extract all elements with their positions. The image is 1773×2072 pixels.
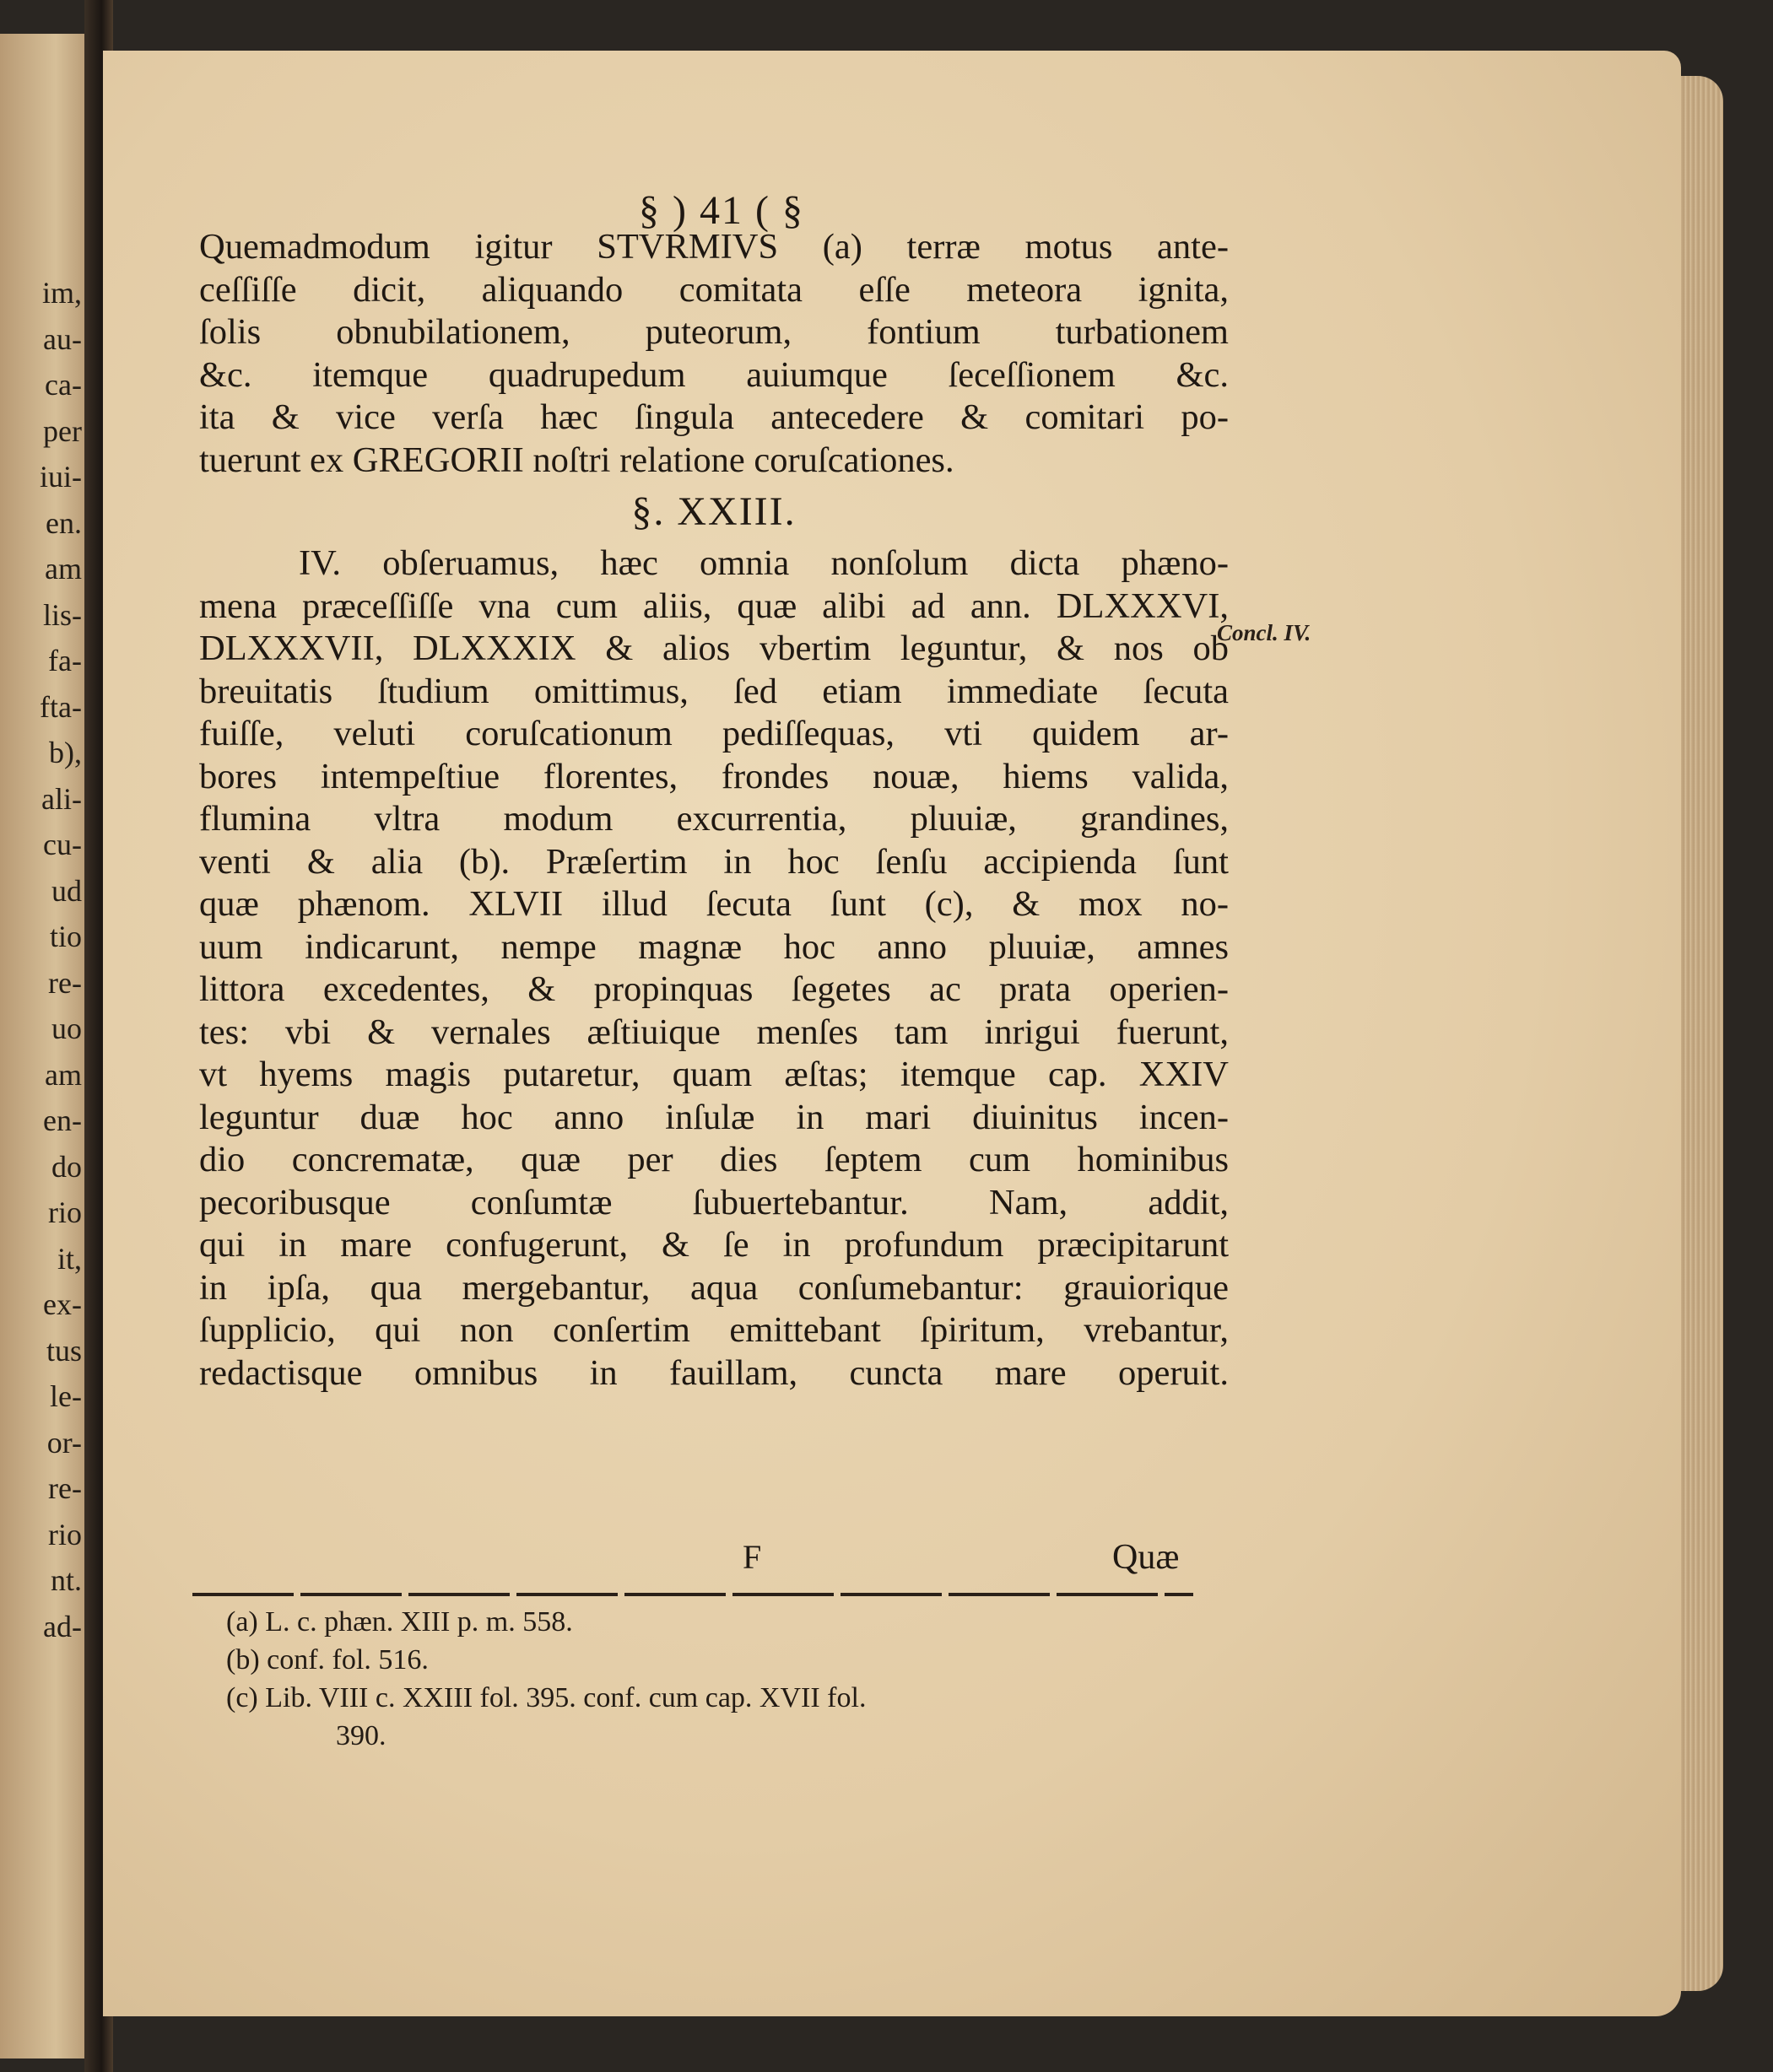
section-heading: §. XXIII. bbox=[631, 489, 797, 534]
text-line: Quemadmodum igitur STVRMIVS (a) terræ motus ante- bbox=[199, 227, 1229, 267]
footnote-continuation: 390. bbox=[336, 1720, 386, 1751]
footnote: (a) L. c. phæn. XIII p. m. 558. bbox=[226, 1606, 573, 1638]
facing-page-fragment: or- bbox=[46, 1425, 82, 1460]
footnote: (b) conf. fol. 516. bbox=[226, 1644, 429, 1675]
footnote-rule bbox=[192, 1593, 1193, 1596]
text-line: redactisque omnibus in fauillam, cuncta mare operuit. bbox=[199, 1352, 1229, 1393]
text-line: flumina vltra modum excurrentia, pluuiæ, grandines, bbox=[199, 799, 1229, 839]
text-line: mena præceſſiſſe vna cum aliis, quæ alibi ad ann. DLXXXVI, bbox=[199, 585, 1229, 626]
facing-page-fragment: ex- bbox=[43, 1287, 82, 1321]
facing-page-fragment: ca- bbox=[45, 368, 82, 402]
facing-page-fragment: ali- bbox=[41, 781, 82, 816]
facing-page-fragment: per bbox=[43, 413, 82, 448]
text-line: venti & alia (b). Præſertim in hoc ſenſu accipienda ſunt bbox=[199, 841, 1229, 882]
facing-page-fragment: le- bbox=[50, 1379, 82, 1413]
text-line: vt hyems magis putaretur, quam æſtas; itemque cap. XXIV bbox=[199, 1055, 1229, 1094]
facing-page-fragments bbox=[2, 270, 82, 1649]
facing-page-fragment: am bbox=[45, 552, 82, 585]
facing-page-fragment: re- bbox=[48, 1471, 82, 1505]
text-line: dio concrematæ, quæ per dies ſeptem cum hominibus bbox=[199, 1140, 1229, 1179]
text-line: littora excedentes, & propinquas ſegetes ac prata operien- bbox=[199, 969, 1229, 1009]
facing-page-fragment: rio bbox=[48, 1195, 82, 1229]
footnote: (c) Lib. VIII c. XXIII fol. 395. conf. cum cap. XVII fol. bbox=[226, 1682, 867, 1713]
facing-page-fragment: en. bbox=[46, 505, 82, 540]
facing-page-fragment: cu- bbox=[43, 828, 82, 861]
facing-page-fragment: ad- bbox=[43, 1609, 82, 1643]
facing-page-fragment: b), bbox=[49, 736, 82, 769]
facing-page-fragment: iui- bbox=[40, 460, 82, 494]
facing-page-fragment: fa- bbox=[48, 644, 82, 677]
text-line: IV. obſeruamus, hæc omnia nonſolum dicta phæno- bbox=[299, 543, 1229, 583]
facing-page-fragment: re- bbox=[48, 965, 82, 1000]
text-line: ita & vice verſa hæc ſingula antecedere & comitari po- bbox=[199, 397, 1229, 437]
facing-page-fragment: im, bbox=[41, 276, 82, 310]
footnotes bbox=[226, 1603, 1197, 1755]
text-line: qui in mare confugerunt, & ſe in profundum præcipitarunt bbox=[199, 1225, 1229, 1265]
text-line: uum indicarunt, nempe magnæ hoc anno pluuiæ, amnes bbox=[199, 926, 1229, 967]
text-line: leguntur duæ hoc anno inſulæ in mari diuinitus incen- bbox=[199, 1097, 1229, 1137]
facing-page-fragment: uo bbox=[51, 1012, 82, 1045]
facing-page-fragment: tus bbox=[46, 1333, 82, 1368]
text-line: breuitatis ſtudium omittimus, ſed etiam immediate ſecuta bbox=[199, 671, 1229, 711]
catchword: Quæ bbox=[1112, 1538, 1180, 1577]
facing-page-fragment: it, bbox=[57, 1241, 82, 1276]
text-line: quæ phænom. XLVII illud ſecuta ſunt (c), & mox no- bbox=[199, 884, 1229, 924]
text-line: ſolis obnubilationem, puteorum, fontium turbationem bbox=[199, 312, 1229, 352]
text-line: fuiſſe, veluti coruſcationum pediſſequas, vti quidem ar- bbox=[199, 714, 1229, 753]
facing-page-fragment: tio bbox=[49, 920, 82, 953]
text-line: DLXXXVII, DLXXXIX & alios vbertim leguntur, & nos ob bbox=[199, 629, 1229, 668]
text-line: ceſſiſſe dicit, aliquando comitata eſſe meteora ignita, bbox=[199, 269, 1229, 310]
facing-page-fragment: au- bbox=[43, 321, 82, 356]
margin-note: Concl. IV. bbox=[1217, 620, 1311, 645]
facing-page-fragment: rio bbox=[48, 1517, 82, 1551]
facing-page-fragment: ud bbox=[51, 873, 82, 908]
text-line: ſupplicio, qui non conſertim emittebant ſpiritum, vrebantur, bbox=[199, 1310, 1229, 1350]
text-line: tuerunt ex GREGORII noſtri relatione coruſcationes. bbox=[199, 440, 954, 480]
facing-page-fragment: am bbox=[45, 1057, 82, 1092]
facing-page-fragment: do bbox=[51, 1149, 82, 1184]
facing-page-fragment: en- bbox=[43, 1103, 82, 1137]
page-header: § ) 41 ( § bbox=[639, 188, 804, 233]
text-line: bores intempeſtiue florentes, frondes nouæ, hiems valida, bbox=[199, 756, 1229, 796]
signature-mark: F bbox=[743, 1538, 762, 1576]
text-line: pecoribusque conſumtæ ſubuertebantur. Nam, addit, bbox=[199, 1182, 1229, 1222]
text-line: tes: vbi & vernales æſtiuique menſes tam inrigui fuerunt, bbox=[199, 1012, 1229, 1052]
facing-page-fragment: fta- bbox=[40, 689, 82, 724]
text-line: in ipſa, qua mergebantur, aqua conſumebantur: grauiorique bbox=[199, 1267, 1229, 1308]
facing-page-fragment: lis- bbox=[42, 597, 82, 632]
body-text bbox=[199, 226, 1229, 1395]
text-line: &c. itemque quadrupedum auiumque ſeceſſionem &c. bbox=[199, 354, 1229, 395]
facing-page-fragment: nt. bbox=[50, 1563, 82, 1597]
